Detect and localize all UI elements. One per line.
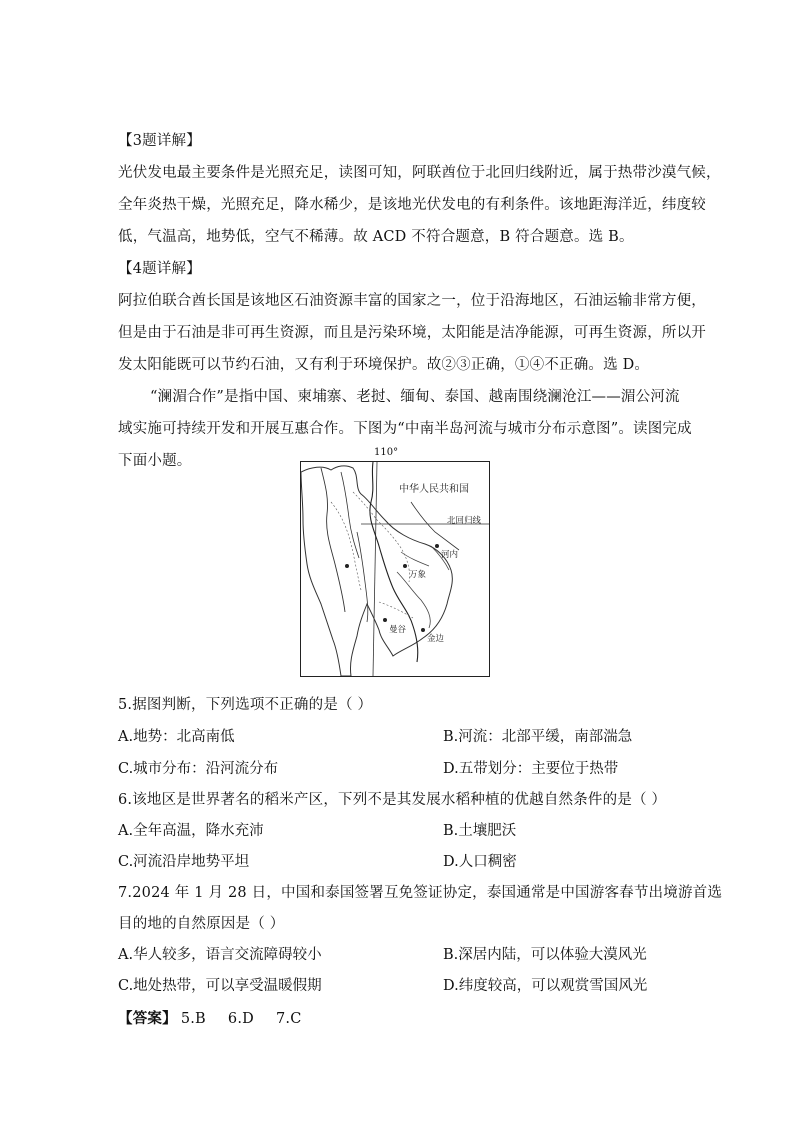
answer-item: 5.B	[180, 1011, 206, 1027]
q6-stem: 6.该地区是世界著名的稻米产区，下列不是其发展水稻种植的优越自然条件的是（ ）	[118, 792, 667, 808]
q6-option-b: B.土壤肥沃	[443, 823, 517, 839]
q5-option-a: A.地势：北高南低	[118, 729, 235, 745]
q4-line-1: 阿拉伯联合酋长国是该地区石油资源丰富的国家之一，位于沿海地区，石油运输非常方便，	[118, 293, 706, 309]
answer-line	[118, 1009, 324, 1029]
map-frame	[300, 461, 490, 677]
intro-line-2: 域实施可持续开发和开展互惠合作。下图为“中南半岛河流与城市分布示意图”。读图完成	[118, 421, 692, 437]
q5-option-b: B.河流：北部平缓，南部湍急	[443, 729, 633, 745]
tropic-label: 北回归线	[447, 516, 482, 526]
q6-option-a: A.全年高温，降水充沛	[118, 823, 264, 839]
q4-line-2: 但是由于石油是非可再生资源，而且是污染环境，太阳能是洁净能源，可再生资源，所以开	[118, 325, 706, 341]
q7-option-b: B.深居内陆，可以体验大漠风光	[443, 947, 647, 963]
q7-option-a: A.华人较多，语言交流障碍较小	[118, 947, 322, 963]
city-label-hanoi: 河内	[441, 550, 459, 560]
q7-stem-line-1: 7.2024 年 1 月 28 日，中国和泰国签署互免签证协定，泰国通常是中国游客春节出境游首选	[118, 885, 723, 901]
q4-line-3: 发太阳能既可以节约石油，又有利于环境保护。故②③正确，①④不正确。选 D。	[118, 357, 650, 373]
q5-option-c: C.城市分布：沿河流分布	[118, 761, 279, 777]
q3-line-1: 光伏发电最主要条件是光照充足，读图可知，阿联酋位于北回归线附近，属于热带沙漠气候，	[118, 165, 721, 181]
answer-label: 【答案】	[118, 1010, 177, 1027]
china-label: 中华人民共和国	[399, 484, 469, 495]
q3-header: 【3题详解】	[118, 133, 201, 149]
q7-option-d: D.纬度较高，可以观赏雪国风光	[443, 978, 648, 994]
longitude-label: 110°	[374, 447, 399, 458]
q6-option-c: C.河流沿岸地势平坦	[118, 854, 250, 870]
answer-item: 7.C	[275, 1011, 302, 1027]
intro-line-3: 下面小题。	[118, 453, 192, 469]
q5-stem: 5.据图判断，下列选项不正确的是（ ）	[118, 697, 373, 713]
q3-line-2: 全年炎热干燥，光照充足，降水稀少，是该地光伏发电的有利条件。该地距海洋近，纬度较	[118, 197, 706, 213]
q7-option-c: C.地处热带，可以享受温暖假期	[118, 978, 322, 994]
intro-line-1: “澜湄合作”是指中国、柬埔寨、老挝、缅甸、泰国、越南围绕澜沧江——湄公河流	[150, 389, 680, 405]
city-label-vientiane: 万象	[409, 570, 427, 580]
q5-option-d: D.五带划分：主要位于热带	[443, 761, 619, 777]
q3-line-3: 低，气温高，地势低，空气不稀薄。故 ACD 不符合题意，B 符合题意。选 B。	[118, 229, 634, 245]
q4-header: 【4题详解】	[118, 261, 201, 277]
q7-stem-line-2: 目的地的自然原因是（ ）	[118, 916, 285, 932]
indochina-map	[300, 449, 490, 677]
city-label-bangkok: 曼谷	[389, 625, 407, 635]
q6-option-d: D.人口稠密	[443, 854, 517, 870]
city-label-phnompenh: 金边	[427, 634, 445, 644]
answer-item: 6.D	[227, 1011, 254, 1027]
